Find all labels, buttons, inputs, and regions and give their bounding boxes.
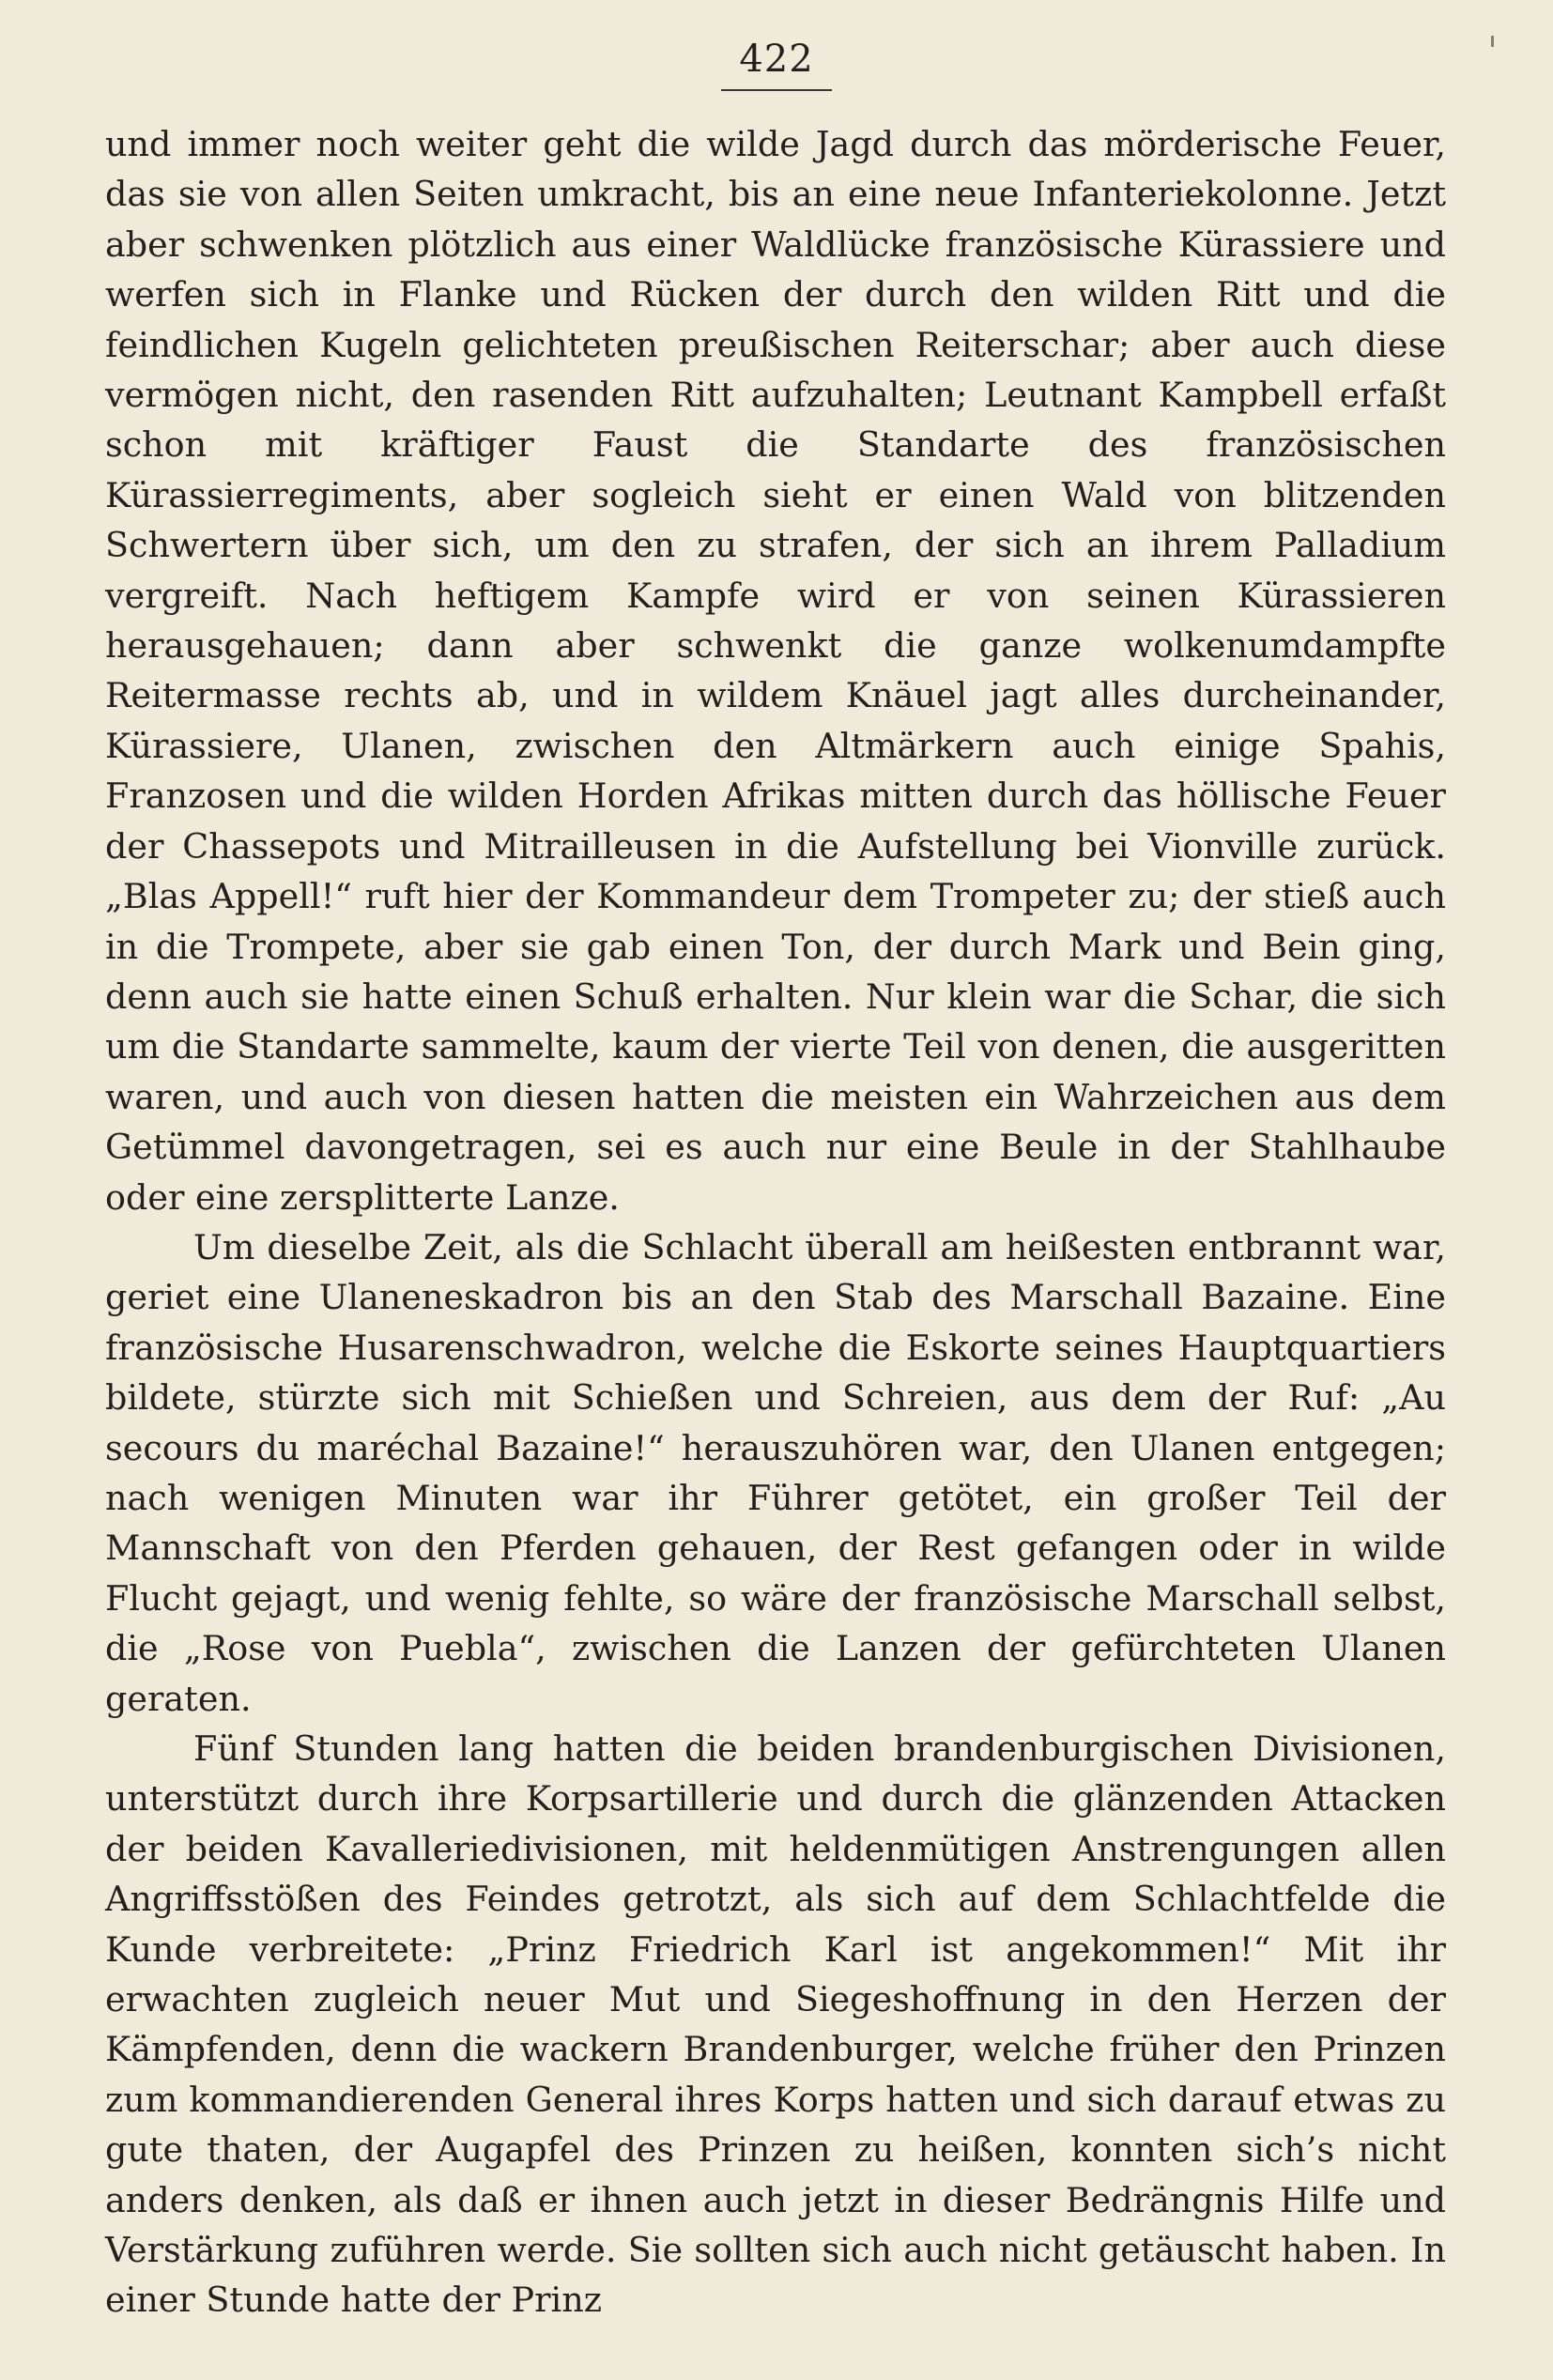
paragraph-2: Um dieselbe Zeit, als die Schlacht überall am heißesten entbrannt war, geriet eine Ulaneneskadron bis an den Stab des Marschall Bazaine. Eine französische Husarenschwadron, welche die Eskorte seines Hauptquartiers bildete, stürzte sich mit Schießen und Schreien, aus dem der Ruf: „Au secours du maréchal Bazaine!“ herauszuhören war, den Ulanen entgegen; nach wenigen Minuten war ihr Führer getötet, ein großer Teil der Mannschaft von den Pferden gehauen, der Rest gefangen oder in wilde Flucht gejagt, und wenig fehlte, so wäre der französische Marschall selbst, die „Rose von Puebla“, zwischen die Lanzen der gefürchteten Ulanen geraten. — [105, 1226, 1446, 1719]
page-number: 422 — [739, 38, 814, 81]
header-rule — [721, 89, 832, 91]
paragraph-1: und immer noch weiter geht die wilde Jagd durch das mörderische Feuer, das sie von allen Seiten umkracht, bis an eine neue Infanteriekolonne. Jetzt aber schwenken plötzlich aus einer Waldlücke französische Kürassiere und werfen sich in Flanke und Rücken der durch den wilden Ritt und die feindlichen Kugeln gelichteten preußischen Reiterschar; aber auch diese vermögen nicht, den rasenden Ritt aufzuhalten; Leutnant Kampbell erfaßt schon mit kräftiger Faust die Standarte des französischen Kürassierregiments, aber sogleich sieht er einen Wald von blitzenden Schwertern über sich, um den zu strafen, der sich an ihrem Palladium vergreift. Nach heftigem Kampfe wird er von seinen Kürassieren herausgehauen; dann aber schwenkt die ganze wolkenumdampfte Reitermasse rechts ab, und in wildem Knäuel jagt alles durcheinander, Kürassiere, Ulanen, zwischen den Altmärkern auch einige Spahis, Franzosen und die wilden Horden Afrikas mitten durch das höllische Feuer der Chassepots und Mitrailleusen in die Aufstellung bei Vionville zurück. „Blas Appell!“ ruft hier der Kommandeur dem Trompeter zu; der stieß auch in die Trompete, aber sie gab einen Ton, der durch Mark und Bein ging, denn auch sie hatte einen Schuß erhalten. Nur klein war die Schar, die sich um die Standarte sammelte, kaum der vierte Teil von denen, die ausgeritten waren, und auch von diesen hatten die meisten ein Wahrzeichen aus dem Getümmel davongetragen, sei es auch nur eine Beule in der Stahlhaube oder eine zersplitterte Lanze. — [105, 124, 1446, 1218]
margin-mark — [1491, 36, 1494, 47]
body-text — [105, 119, 1446, 2326]
paragraph-3: Fünf Stunden lang hatten die beiden brandenburgischen Divisionen, unterstützt durch ihre Korpsartillerie und durch die glänzenden Attacken der beiden Kavalleriedivisionen, mit heldenmütigen Anstrengungen allen Angriffsstößen des Feindes getrotzt, als sich auf dem Schlachtfelde die Kunde verbreitete: „Prinz Friedrich Karl ist angekommen!“ Mit ihr erwachten zugleich neuer Mut und Siegeshoffnung in den Herzen der Kämpfenden, denn die wackern Brandenburger, welche früher den Prinzen zum kommandierenden General ihres Korps hatten und sich darauf etwas zu gute thaten, der Augapfel des Prinzen zu heißen, konnten sich’s nicht anders denken, als daß er ihnen auch jetzt in dieser Bedrängnis Hilfe und Verstärkung zuführen werde. Sie sollten sich auch nicht getäuscht haben. In einer Stunde hatte der Prinz — [105, 1728, 1446, 2321]
